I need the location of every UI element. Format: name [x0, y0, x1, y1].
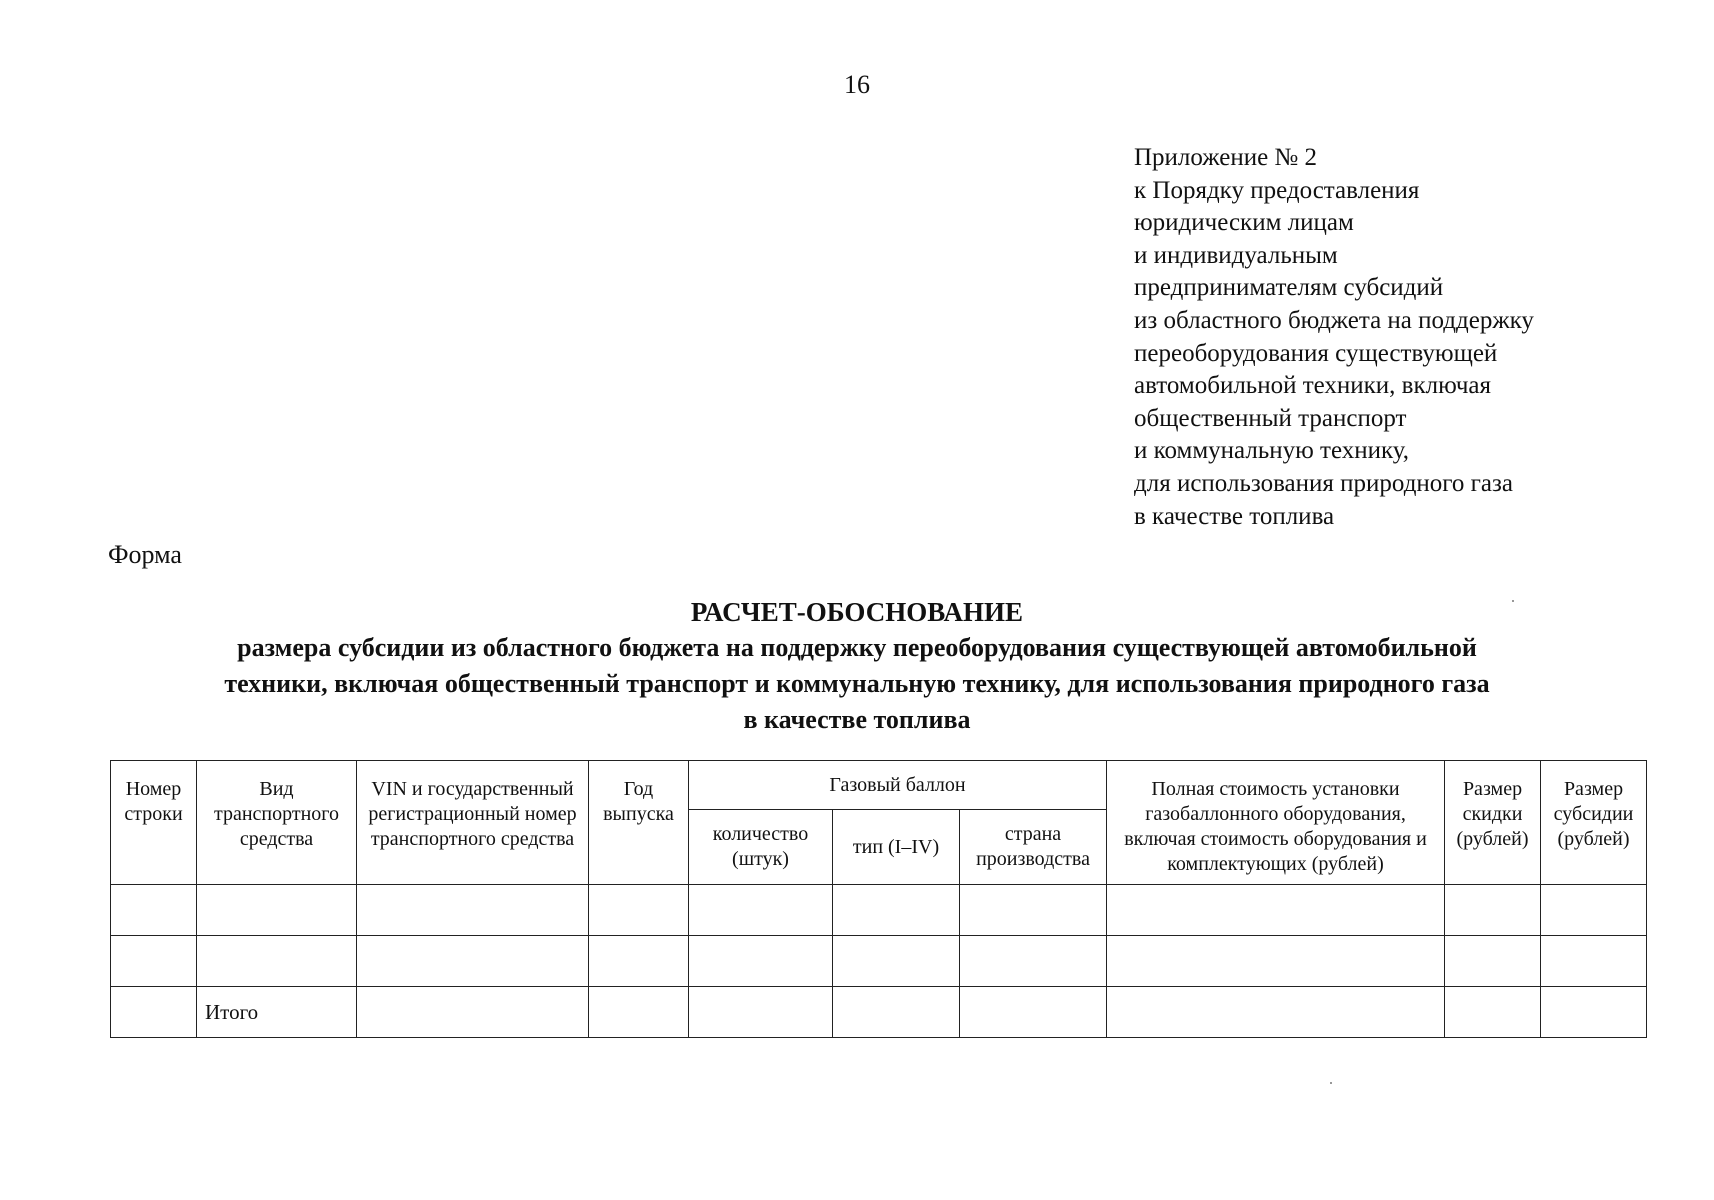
total-row: [111, 987, 1647, 1038]
table-cell[interactable]: [197, 936, 357, 987]
subtitle-line: размера субсидии из областного бюджета на поддержку переоборудования существующей автомобильной: [237, 633, 1477, 662]
form-label: Форма: [108, 540, 182, 569]
appendix-line: и индивидуальным: [1134, 241, 1338, 269]
table-cell[interactable]: [357, 987, 589, 1038]
table-cell[interactable]: [589, 987, 689, 1038]
table-row: [111, 936, 1647, 987]
table-cell[interactable]: [357, 885, 589, 936]
table-cell[interactable]: [960, 987, 1107, 1038]
subtitle-line: техники, включая общественный транспорт и коммунальную технику, для использования природного газа: [224, 669, 1490, 698]
appendix-block: [1134, 142, 1654, 533]
header-subsidy: Размер субсидии (рублей): [1541, 761, 1647, 885]
table-cell[interactable]: [689, 987, 833, 1038]
table-cell[interactable]: [111, 987, 197, 1038]
table-cell[interactable]: [960, 936, 1107, 987]
total-label: Итого: [197, 987, 357, 1038]
table-cell[interactable]: [689, 885, 833, 936]
table-cell[interactable]: [960, 885, 1107, 936]
appendix-line: переоборудования существующей: [1134, 339, 1498, 367]
table-row: [111, 885, 1647, 936]
appendix-line: предпринимателям субсидий: [1134, 274, 1444, 302]
table-cell[interactable]: [111, 885, 197, 936]
appendix-line: к Порядку предоставления: [1134, 176, 1420, 204]
document-subtitle: [120, 630, 1594, 738]
table-cell[interactable]: [589, 885, 689, 936]
header-gas-cylinder: Газовый баллон: [689, 761, 1107, 810]
page-number: 16: [844, 70, 870, 99]
header-cylinder-type: тип (I–IV): [833, 810, 960, 885]
scan-speck: [1512, 600, 1514, 602]
header-year: Год выпуска: [589, 761, 689, 885]
header-row-number: Номер строки: [111, 761, 197, 885]
appendix-line: общественный транспорт: [1134, 404, 1407, 432]
header-full-cost: Полная стоимость установки газобаллонного оборудования, включая стоимость оборудования и комплектующих (рублей): [1107, 761, 1445, 885]
scan-speck: [1330, 1082, 1332, 1084]
calculation-table: [110, 760, 1647, 1038]
table-cell[interactable]: [357, 936, 589, 987]
subtitle-line: в качестве топлива: [743, 705, 971, 734]
table-cell[interactable]: [833, 987, 960, 1038]
table-cell[interactable]: [1107, 987, 1445, 1038]
appendix-line: в качестве топлива: [1134, 502, 1335, 530]
header-quantity: количество (штук): [689, 810, 833, 885]
document-title: РАСЧЕТ-ОБОСНОВАНИЕ: [690, 597, 1024, 627]
header-discount: Размер скидки (рублей): [1445, 761, 1541, 885]
table-cell[interactable]: [589, 936, 689, 987]
table-cell[interactable]: [1541, 885, 1647, 936]
appendix-line: для использования природного газа: [1134, 469, 1513, 497]
table-cell[interactable]: [833, 885, 960, 936]
appendix-line: автомобильной техники, включая: [1134, 372, 1491, 400]
table-cell[interactable]: [1107, 936, 1445, 987]
header-vin: VIN и государственный регистрационный номер транспортного средства: [357, 761, 589, 885]
appendix-line: юридическим лицам: [1134, 209, 1354, 237]
appendix-line: Приложение № 2: [1134, 144, 1318, 171]
table-cell[interactable]: [833, 936, 960, 987]
table-cell[interactable]: [1445, 936, 1541, 987]
header-country: страна производства: [960, 810, 1107, 885]
table-cell[interactable]: [1541, 936, 1647, 987]
table-cell[interactable]: [689, 936, 833, 987]
appendix-line: из областного бюджета на поддержку: [1134, 306, 1534, 334]
table-cell[interactable]: [1445, 885, 1541, 936]
table-cell[interactable]: [1107, 885, 1445, 936]
table-cell[interactable]: [111, 936, 197, 987]
table-cell[interactable]: [197, 885, 357, 936]
header-vehicle-type: Вид транспортного средства: [197, 761, 357, 885]
table-cell[interactable]: [1445, 987, 1541, 1038]
appendix-line: и коммунальную технику,: [1134, 437, 1410, 465]
table-cell[interactable]: [1541, 987, 1647, 1038]
